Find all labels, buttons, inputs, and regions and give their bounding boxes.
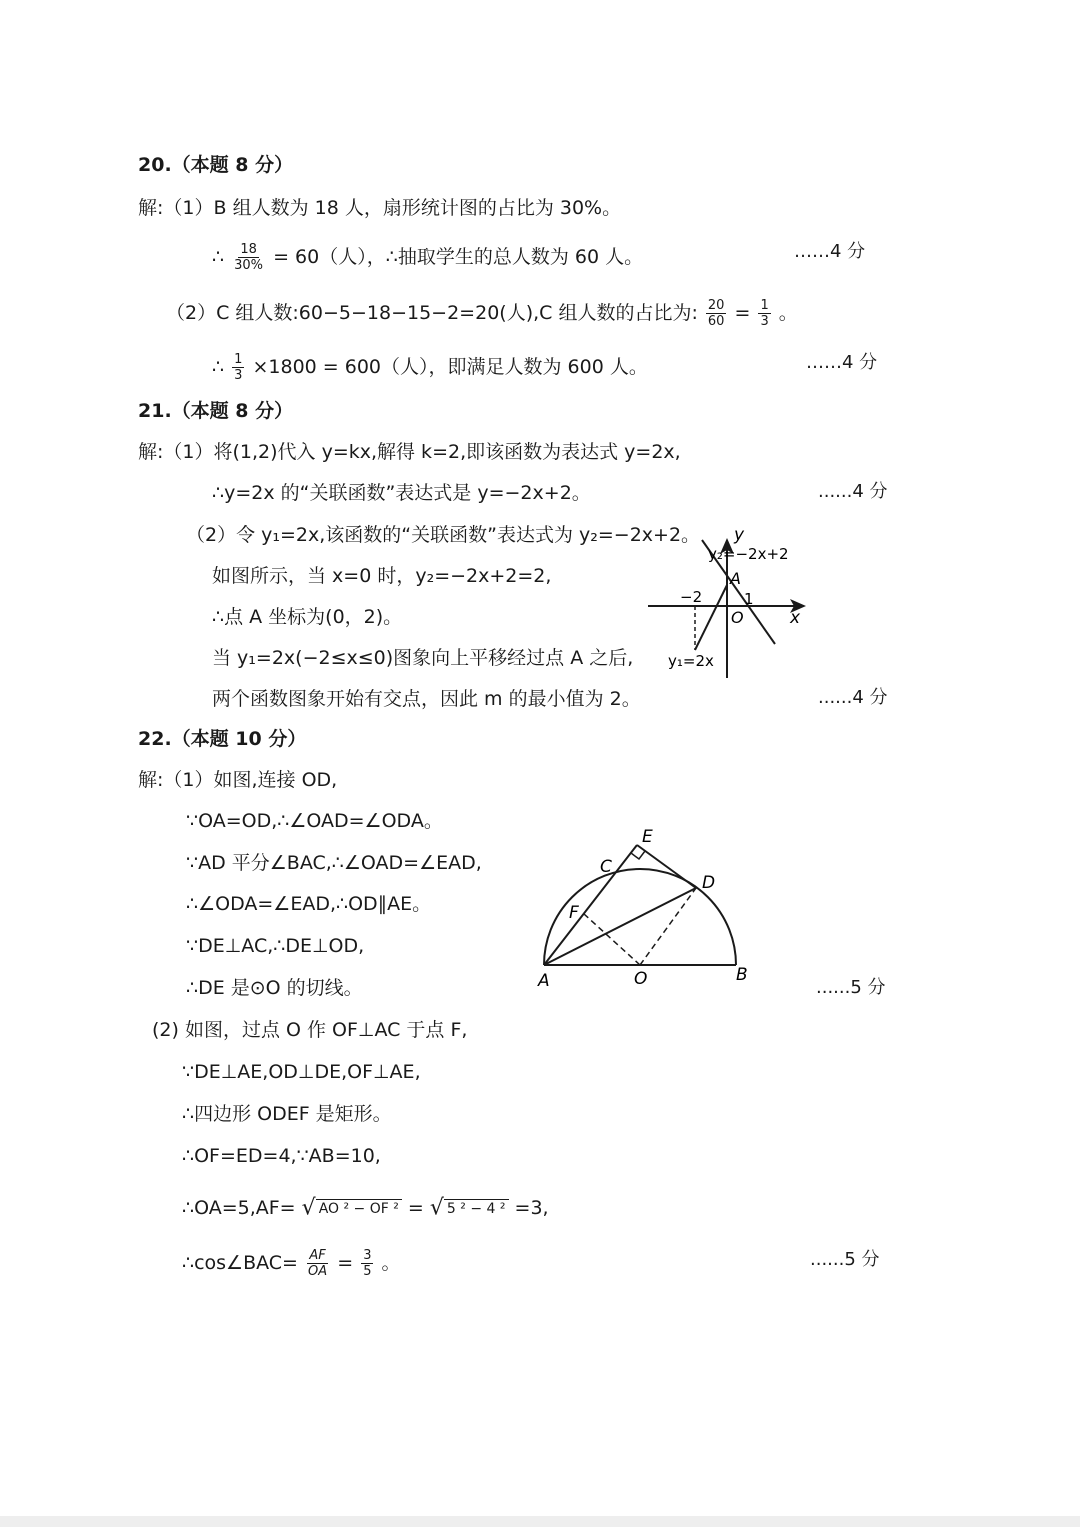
- q20-line-1: 解:（1）B 组人数为 18 人，扇形统计图的占比为 30%。: [138, 197, 622, 219]
- q22-line-10: ∴OF=ED=4,∵AB=10,: [182, 1145, 381, 1167]
- neg-two-label: −2: [680, 588, 703, 606]
- label-o: O: [634, 969, 648, 989]
- q20-score-1: ……4 分: [794, 241, 866, 262]
- label-e: E: [642, 827, 653, 847]
- q22-line-11: [182, 1196, 549, 1221]
- q20-line-3-text: （2）C 组人数:60−5−18−15−2=20(人),C 组人数的占比为:: [166, 302, 698, 324]
- line-ae: [544, 845, 637, 965]
- q21-line-6: 当 y₁=2x(−2≤x≤0)图象向上平移经过点 A 之后,: [212, 647, 634, 669]
- fraction-3-over-5: [361, 1248, 373, 1279]
- q22-line-2: ∵OA=OD,∴∠OAD=∠ODA。: [186, 810, 443, 832]
- q20-line-4-text: ×1800 = 600（人），即满足人数为 600 人。: [252, 356, 648, 378]
- radical-sign: √: [429, 1195, 444, 1221]
- q21-line-7: 两个函数图象开始有交点，因此 m 的最小值为 2。: [212, 688, 641, 710]
- fraction-18-over-30pct: [232, 242, 265, 273]
- line-y1-label: y₁=2x: [668, 652, 714, 670]
- numerator: 3: [363, 1248, 372, 1263]
- q22-line-11-text: ∴OA=5,AF=: [182, 1197, 296, 1219]
- q21-line-1: 解:（1）将(1,2)代入 y=kx,解得 k=2,即该函数为表达式 y=2x,: [138, 441, 681, 463]
- q21-score-1: ......4 分: [818, 481, 888, 502]
- q22-line-7: (2) 如图，过点 O 作 OF⊥AC 于点 F,: [152, 1019, 468, 1041]
- q21-line-3: （2）令 y₁=2x,该函数的“关联函数”表达式为 y₂=−2x+2。: [186, 524, 701, 546]
- numerator: 20: [707, 298, 725, 313]
- period: 。: [778, 302, 798, 324]
- dashed-od: [640, 888, 696, 965]
- q21-line-5: ∴点 A 坐标为(0，2)。: [212, 606, 403, 628]
- q22-line-9: ∴四边形 ODEF 是矩形。: [182, 1103, 392, 1125]
- q20-header: 20.（本题 8 分）: [138, 154, 294, 176]
- therefore-symbol: ∴: [212, 356, 225, 378]
- line-ad: [544, 888, 696, 965]
- q21-function-graph: [640, 520, 820, 690]
- q22-score-1: ......5 分: [816, 977, 886, 998]
- label-d: D: [702, 873, 716, 893]
- period: 。: [381, 1252, 401, 1274]
- equals-sign: =: [337, 1252, 354, 1274]
- q21-header: 21.（本题 8 分）: [138, 400, 294, 422]
- q22-header: 22.（本题 10 分）: [138, 728, 307, 750]
- q20-line-4: [212, 352, 648, 383]
- q21-line-4: 如图所示，当 x=0 时，y₂=−2x+2=2,: [212, 565, 552, 587]
- origin-label: O: [731, 608, 744, 627]
- numerator: AF: [309, 1248, 326, 1263]
- radical-sign: √: [301, 1195, 316, 1221]
- label-f: F: [569, 903, 579, 923]
- q22-semicircle-figure: [530, 820, 770, 990]
- equals-sign: =: [407, 1197, 424, 1219]
- radicand-2: 5 ² − 4 ²: [444, 1199, 509, 1218]
- y-axis-label: y: [734, 525, 745, 545]
- q22-line-12: [182, 1248, 401, 1279]
- q22-line-3: ∵AD 平分∠BAC,∴∠OAD=∠EAD,: [186, 852, 482, 874]
- page-bottom-edge: [0, 1516, 1080, 1527]
- numerator: 1: [234, 352, 243, 367]
- line-ed: [637, 845, 696, 888]
- q22-line-8: ∵DE⊥AE,OD⊥DE,OF⊥AE,: [182, 1061, 421, 1083]
- denominator: 30%: [234, 258, 264, 273]
- q20-line-2-text: = 60（人），∴抽取学生的总人数为 60 人。: [273, 246, 644, 268]
- numerator: 1: [760, 298, 769, 313]
- radicand-1: AO ² − OF ²: [316, 1199, 402, 1218]
- fraction-1-over-3: [758, 298, 770, 329]
- q22-line-6: ∴DE 是⊙O 的切线。: [186, 977, 363, 999]
- q20-line-3: [166, 298, 798, 329]
- equals-sign: =: [734, 302, 751, 324]
- q22-score-2: ......5 分: [810, 1249, 880, 1270]
- q22-line-12-text: ∴cos∠BAC=: [182, 1252, 298, 1274]
- therefore-symbol: ∴: [212, 246, 225, 268]
- denominator: OA: [308, 1264, 328, 1279]
- label-a: A: [538, 971, 550, 990]
- point-a-label: A: [730, 569, 741, 588]
- line-y2-label: y₂=−2x+2: [708, 545, 789, 563]
- q22-line-4: ∴∠ODA=∠EAD,∴OD∥AE。: [186, 893, 432, 915]
- fraction-af-over-oa: [306, 1248, 329, 1279]
- denominator: 3: [760, 314, 769, 329]
- q21-line-2: ∴y=2x 的“关联函数”表达式是 y=−2x+2。: [212, 482, 591, 504]
- q21-score-2: ......4 分: [818, 687, 888, 708]
- denominator: 3: [234, 368, 243, 383]
- q22-line-1: 解:（1）如图,连接 OD,: [138, 769, 338, 791]
- right-angle-mark: [631, 851, 645, 859]
- denominator: 60: [707, 314, 725, 329]
- one-label: 1: [744, 590, 754, 608]
- label-c: C: [600, 857, 612, 877]
- label-b: B: [736, 965, 748, 985]
- q20-score-2: ……4 分: [806, 352, 878, 373]
- denominator: 5: [363, 1264, 372, 1279]
- q22-line-11-result: =3,: [514, 1197, 549, 1219]
- fraction-20-over-60: [706, 298, 727, 329]
- q20-line-2: [212, 242, 643, 273]
- numerator: 18: [240, 242, 257, 257]
- x-axis-label: x: [790, 608, 801, 628]
- fraction-1-over-3: [232, 352, 244, 383]
- q22-line-5: ∵DE⊥AC,∴DE⊥OD,: [186, 935, 365, 957]
